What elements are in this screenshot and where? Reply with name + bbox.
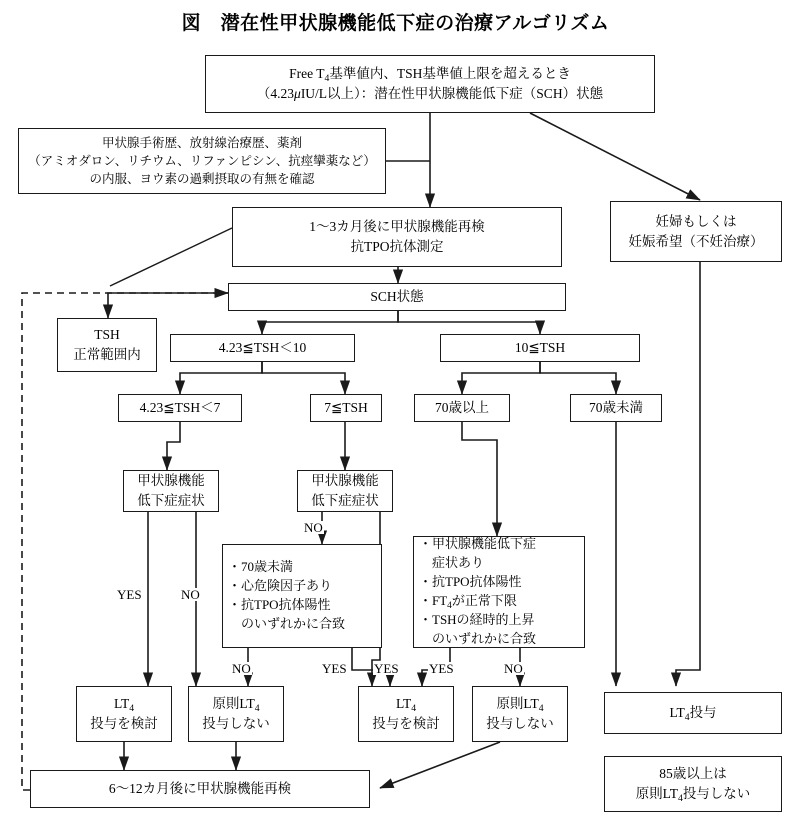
node-risk-factor-list — [222, 544, 382, 648]
node-tsh-4to10 — [170, 334, 355, 362]
node-hypothyroid-symptoms-left — [123, 470, 219, 512]
node-age-70-under — [570, 394, 662, 422]
edge-label-yes-left: YES — [117, 587, 142, 602]
node-age-85-plus-note-line1: 85歳以上は — [659, 766, 727, 782]
node-recheck-1-3months-line2: 抗TPO抗体測定 — [350, 239, 444, 254]
node-recheck-6-12months — [30, 770, 370, 808]
node-treatment-criteria-list-line4: ・$FT_4$が正常下限 — [419, 593, 517, 611]
node-lt4-administer-label: $LT_4$投与 — [669, 705, 717, 723]
node-history-check-line2: （アミオダロン、リチウム、リファンピシン、抗痙攣薬など） — [28, 153, 376, 168]
node-history-check — [18, 128, 386, 194]
node-age-70-plus-label: 70歳以上 — [435, 400, 489, 416]
node-lt4-consider-right — [358, 686, 454, 742]
page-title: 図 潜在性甲状腺機能低下症の治療アルゴリズム — [181, 13, 610, 34]
node-treatment-criteria-list-line5: ・TSHの経時的上昇 — [419, 611, 535, 627]
edge-label-no-left: NO — [181, 587, 200, 602]
node-risk-factor-list-line3: ・抗TPO抗体陽性 — [228, 597, 331, 612]
node-tsh-4to7 — [118, 394, 242, 422]
node-tsh-over10 — [440, 334, 640, 362]
node-tsh-normal — [57, 318, 157, 372]
node-hypothyroid-symptoms-mid — [297, 470, 393, 512]
node-hypothyroid-symptoms-left-line1: 甲状腺機能 — [137, 473, 205, 489]
node-risk-factor-list-line1: ・70歳未満 — [228, 559, 294, 575]
node-history-check-line3: の内服、ヨウ素の過剰摂取の有無を確認 — [89, 172, 315, 187]
node-tsh-7plus-label: 7≦TSH — [324, 400, 368, 416]
node-tsh-7plus — [310, 394, 382, 422]
node-sch-state — [228, 283, 566, 311]
node-pregnancy — [610, 201, 782, 262]
edge-label-no-risk: NO — [232, 661, 251, 676]
node-age-70-under-label: 70歳未満 — [589, 400, 643, 416]
node-recheck-1-3months — [232, 207, 562, 267]
node-lt4-consider-left — [76, 686, 172, 742]
node-hypothyroid-symptoms-mid-line1: 甲状腺機能 — [311, 473, 379, 489]
node-recheck-1-3months-line1: 1〜3カ月後に甲状腺機能再検 — [309, 219, 485, 235]
node-tsh-normal-line1: TSH — [94, 327, 120, 343]
node-lt4-withhold-right-line2: 投与しない — [486, 716, 554, 731]
node-age-85-plus-note-line2: 原則$LT_4$投与しない — [635, 786, 751, 804]
node-sch-state-label: SCH状態 — [370, 289, 424, 305]
node-treatment-criteria-list — [413, 536, 585, 648]
node-hypothyroid-symptoms-mid-line2: 低下症症状 — [311, 493, 379, 508]
node-lt4-consider-right-line2: 投与を検討 — [372, 716, 440, 731]
node-risk-factor-list-line4: のいずれかに合致 — [228, 615, 346, 631]
edge-label-yes-hypo: YES — [374, 661, 399, 676]
node-tsh-4to10-label: 4.23≦TSH＜10 — [218, 340, 307, 356]
node-age-85-plus-note — [604, 756, 782, 812]
node-hypothyroid-symptoms-left-line2: 低下症症状 — [137, 493, 205, 508]
node-risk-factor-list-line2: ・心危険因子あり — [228, 578, 333, 594]
node-lt4-withhold-left-line1: 原則$LT_4$ — [212, 696, 260, 715]
node-lt4-withhold-right — [472, 686, 568, 742]
node-treatment-criteria-list-line1: ・甲状腺機能低下症 — [419, 536, 537, 552]
node-initial-criteria-line1: Free $T_4$基準値内、TSH基準値上限を超えるとき — [289, 66, 571, 85]
node-tsh-4to7-label: 4.23≦TSH＜7 — [139, 400, 221, 416]
edge-label-no-criteria: NO — [504, 661, 523, 676]
node-pregnancy-line2: 妊娠希望（不妊治療） — [628, 233, 764, 249]
node-recheck-6-12months-label: 6〜12カ月後に甲状腺機能再検 — [108, 781, 292, 797]
node-lt4-withhold-left — [188, 686, 284, 742]
node-treatment-criteria-list-line6: のいずれかに合致 — [419, 630, 537, 646]
node-history-check-line1: 甲状腺手術歴、放射線治療歴、薬剤 — [101, 135, 302, 150]
node-pregnancy-line1: 妊婦もしくは — [655, 213, 737, 229]
edge-label-no-mid: NO — [304, 520, 323, 535]
node-treatment-criteria-list-line2: 症状あり — [419, 555, 485, 571]
node-tsh-normal-line2: 正常範囲内 — [73, 347, 141, 362]
edge-label-yes-risk: YES — [322, 661, 347, 676]
node-initial-criteria — [205, 55, 655, 113]
node-tsh-over10-label: 10≦TSH — [514, 340, 566, 356]
node-age-70-plus — [414, 394, 510, 422]
node-initial-criteria-line2: （4.23μIU/L以上）：潜在性甲状腺機能低下症（SCH）状態 — [256, 86, 604, 101]
edge-label-yes-criteria: YES — [429, 661, 454, 676]
node-lt4-consider-left-line1: $LT_4$ — [113, 696, 135, 715]
node-lt4-administer — [604, 692, 782, 734]
node-lt4-consider-left-line2: 投与を検討 — [90, 716, 158, 731]
node-lt4-withhold-left-line2: 投与しない — [202, 716, 270, 731]
node-treatment-criteria-list-line3: ・抗TPO抗体陽性 — [419, 574, 522, 590]
node-lt4-withhold-right-line1: 原則$LT_4$ — [496, 696, 544, 715]
node-lt4-consider-right-line1: $LT_4$ — [395, 696, 417, 715]
